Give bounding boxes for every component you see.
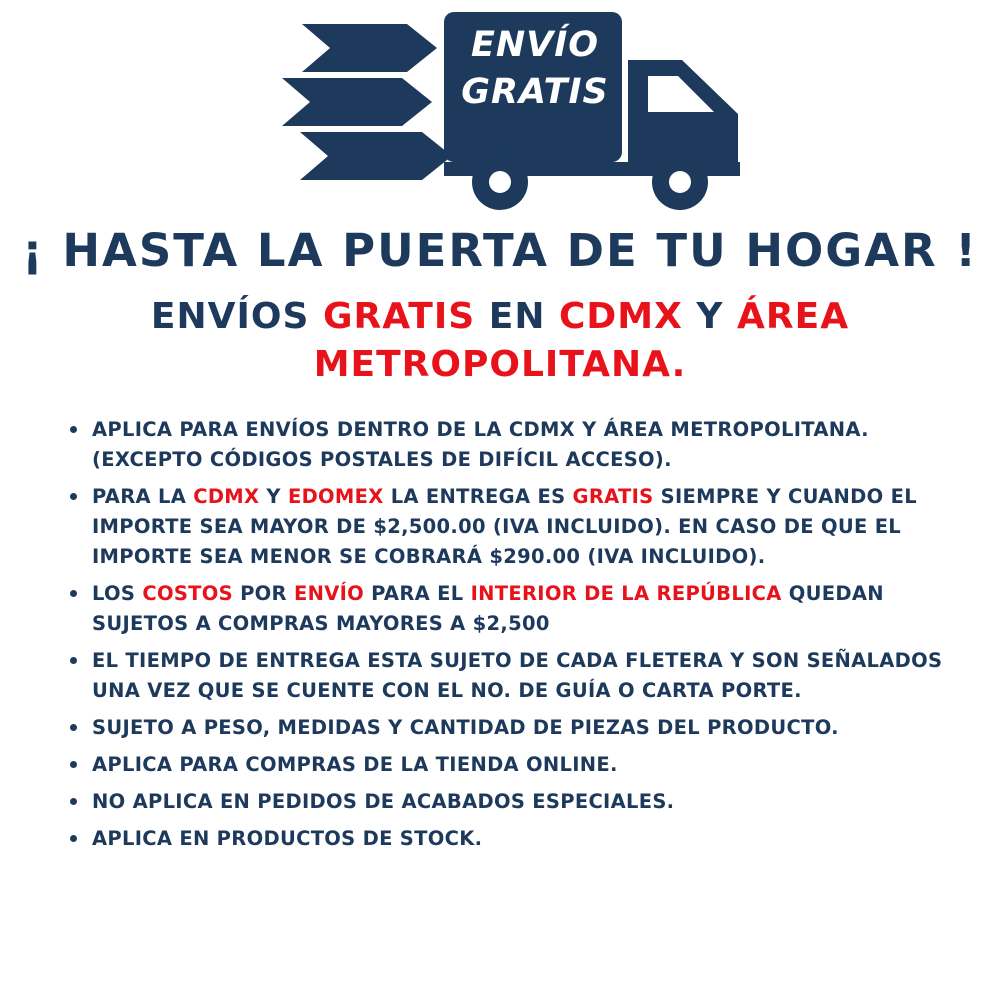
- list-item-text: CDMX: [193, 485, 260, 508]
- list-item: [70, 824, 970, 854]
- list-item-text: GRATIS: [572, 485, 654, 508]
- subtitle-part-2: EN: [475, 296, 559, 337]
- list-item-text: APLICA PARA ENVÍOS DENTRO DE LA CDMX Y ÁREA METROPOLITANA. (EXCEPTO CÓDIGOS POSTALES DE DIFÍCIL ACCESO).: [92, 418, 869, 471]
- list-item-text: LA ENTREGA ES: [383, 485, 573, 508]
- list-item-text: QUEDAN SUJETOS A COMPRAS MAYORES A $2,500: [92, 582, 884, 635]
- list-item-text: SUJETO A PESO, MEDIDAS Y CANTIDAD DE PIEZAS DEL PRODUCTO.: [92, 716, 839, 739]
- list-item-text: POR: [233, 582, 294, 605]
- subtitle-highlight-cdmx: CDMX: [558, 296, 683, 337]
- list-item-text: PARA LA: [92, 485, 194, 508]
- subtitle-part-1: ENVÍOS: [150, 296, 323, 337]
- list-item-text: INTERIOR DE LA REPÚBLICA: [470, 582, 782, 605]
- subtitle-highlight-area: ÁREA METROPOLITANA.: [313, 296, 850, 385]
- badge-line-1: ENVÍO: [470, 25, 600, 65]
- list-item-text: APLICA PARA COMPRAS DE LA TIENDA ONLINE.: [92, 753, 618, 776]
- truck-graphic: [0, 0, 1000, 215]
- list-item-text: EDOMEX: [287, 485, 384, 508]
- list-item: [70, 713, 970, 743]
- subtitle-highlight-gratis: GRATIS: [322, 296, 476, 337]
- list-item-text: EL TIEMPO DE ENTREGA ESTA SUJETO DE CADA FLETERA Y SON SEÑALADOS UNA VEZ QUE SE CUENTE CON EL NO. DE GUÍA O CARTA PORTE.: [92, 649, 943, 702]
- list-item-text: LOS: [92, 582, 143, 605]
- list-item: [70, 750, 970, 780]
- subtitle: [140, 293, 860, 389]
- truck-badge-text: [455, 22, 615, 116]
- list-item-text: NO APLICA EN PEDIDOS DE ACABADOS ESPECIALES.: [92, 790, 675, 813]
- list-item: [70, 579, 970, 639]
- list-item-text: SIEMPRE Y CUANDO EL IMPORTE SEA MAYOR DE $2,500.00 (IVA INCLUIDO). EN CASO DE QUE EL IMPORTE SEA MENOR SE COBRARÁ $290.00 (IVA INCLUIDO).: [92, 485, 917, 568]
- list-item: [70, 646, 970, 706]
- list-item-text: PARA EL: [364, 582, 471, 605]
- list-item-text: ENVÍO: [293, 582, 365, 605]
- subtitle-part-3: Y: [682, 296, 738, 337]
- list-item-text: Y: [259, 485, 288, 508]
- list-item: [70, 787, 970, 817]
- badge-line-2: GRATIS: [461, 72, 609, 112]
- list-item: [70, 482, 970, 572]
- list-item-text: COSTOS: [142, 582, 233, 605]
- list-item: [70, 415, 970, 475]
- terms-list: [0, 415, 1000, 854]
- page-title: ¡ HASTA LA PUERTA DE TU HOGAR !: [22, 224, 978, 277]
- list-item-text: APLICA EN PRODUCTOS DE STOCK.: [92, 827, 483, 850]
